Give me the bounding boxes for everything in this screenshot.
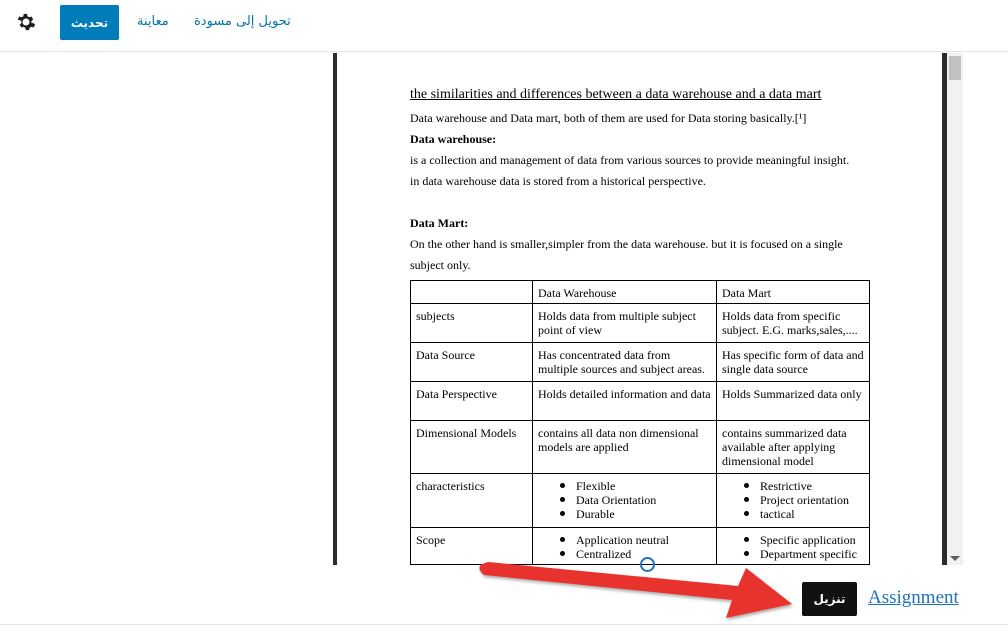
assignment-link[interactable]: Assignment: [868, 587, 959, 608]
table-header-row: [411, 281, 870, 304]
dm-line-1: On the other hand is smaller,simpler from the data warehouse. but it is focused on a single: [410, 237, 843, 251]
table-cell: Holds Summarized data only: [717, 382, 870, 421]
document-title: the similarities and differences between a data warehouse and a data mart: [410, 87, 822, 102]
list-item: Department specific: [744, 547, 864, 561]
list-item: Flexible: [560, 479, 711, 493]
dw-line-1: is a collection and management of data from various sources to provide meaningful insight.: [410, 153, 850, 167]
table-cell: characteristics: [411, 474, 533, 528]
document-content: [410, 86, 870, 276]
list-item: Specific application: [744, 533, 864, 547]
viewer-left-border: [333, 53, 337, 565]
dw-heading: Data warehouse:: [410, 132, 497, 146]
scroll-down-icon[interactable]: [950, 556, 960, 561]
table-header-cell: [411, 281, 533, 304]
list-item: Restrictive: [744, 479, 864, 493]
bullet-list: [538, 479, 711, 521]
update-button[interactable]: تحديث: [60, 5, 119, 40]
download-button[interactable]: تنزيل: [802, 582, 857, 616]
footer-divider: [0, 624, 1008, 625]
list-item: Data Orientation: [560, 493, 711, 507]
table-row: [411, 382, 870, 421]
list-item: Application neutral: [560, 533, 711, 547]
table-row: [411, 421, 870, 474]
table-row: [411, 304, 870, 343]
table-header-cell: Data Warehouse: [533, 281, 717, 304]
table-cell: contains all data non dimensional models are applied: [533, 421, 717, 474]
red-arrow-icon: [470, 548, 800, 632]
table-row: [411, 343, 870, 382]
table-cell: Data Source: [411, 343, 533, 382]
table-cell: [533, 474, 717, 528]
table-cell: Dimensional Models: [411, 421, 533, 474]
table-cell: Holds data from multiple subject point of view: [533, 304, 717, 343]
preview-link[interactable]: معاينة: [137, 14, 169, 29]
list-item: tactical: [744, 507, 864, 521]
dm-heading: Data Mart:: [410, 216, 469, 230]
document-intro: Data warehouse and Data mart, both of them are used for Data storing basically.[¹]: [410, 111, 807, 125]
table-cell: Holds data from specific subject. E.G. marks,sales,....: [717, 304, 870, 343]
table-row: [411, 474, 870, 528]
table-cell: Has concentrated data from multiple sources and subject areas.: [533, 343, 717, 382]
table-cell: Data Perspective: [411, 382, 533, 421]
table-cell: contains summarized data available after applying dimensional model: [717, 421, 870, 474]
table-header-cell: Data Mart: [717, 281, 870, 304]
scrollbar-thumb[interactable]: [949, 56, 961, 80]
list-item: Centralized: [560, 547, 711, 561]
table-cell: Holds detailed information and data: [533, 382, 717, 421]
bullet-list: [722, 479, 864, 521]
list-item: Durable: [560, 507, 711, 521]
dm-line-2: subject only.: [410, 258, 471, 272]
viewer-scrollbar[interactable]: [947, 53, 963, 565]
table-cell: Scope: [411, 528, 533, 565]
table-cell: subjects: [411, 304, 533, 343]
table-cell: Has specific form of data and single data source: [717, 343, 870, 382]
editor-toolbar: [0, 0, 1008, 52]
list-item: Project orientation: [744, 493, 864, 507]
table-cell: [717, 474, 870, 528]
comparison-table: [410, 280, 870, 565]
switch-to-draft-link[interactable]: تحويل إلى مسودة: [194, 14, 291, 29]
dw-line-2: in data warehouse data is stored from a historical perspective.: [410, 174, 706, 188]
gear-icon[interactable]: [16, 12, 36, 32]
